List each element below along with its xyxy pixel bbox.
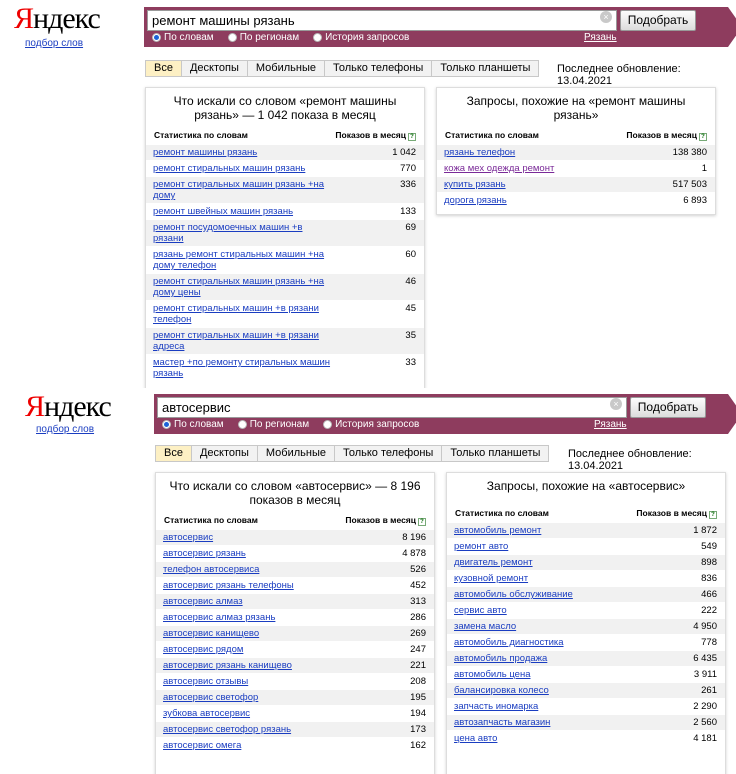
clear-icon[interactable]: × xyxy=(610,398,622,410)
impressions-count: 162 xyxy=(410,740,426,751)
impressions-count: 4 950 xyxy=(693,621,717,632)
impressions-count: 6 893 xyxy=(683,195,707,206)
keyword-link[interactable]: ремонт посудомоечных машин +в рязани xyxy=(153,222,303,244)
impressions-count: 33 xyxy=(405,357,416,368)
yandex-logo[interactable]: Яндекс xyxy=(25,390,111,423)
impressions-count: 2 290 xyxy=(693,701,717,712)
keyword-link[interactable]: купить рязань xyxy=(444,179,506,190)
table-row xyxy=(146,160,424,176)
table-row xyxy=(437,160,715,176)
tab-2[interactable]: Мобильные xyxy=(258,446,335,461)
tab-3[interactable]: Только телефоны xyxy=(335,446,442,461)
keyword-link[interactable]: автосервис алмаз xyxy=(163,596,243,607)
keyword-link[interactable]: дорога рязань xyxy=(444,195,507,206)
radio-option[interactable] xyxy=(313,32,409,43)
radio-option[interactable] xyxy=(323,419,419,430)
keyword-link[interactable]: кузовной ремонт xyxy=(454,573,529,584)
radio-label: История запросов xyxy=(335,419,420,430)
radio-unchecked-icon[interactable] xyxy=(313,33,322,42)
radio-option[interactable] xyxy=(238,419,309,430)
panel-title: Что искали со словом «автосервис» — 8 196 показов в месяц xyxy=(169,479,421,507)
region-link[interactable]: Рязань xyxy=(594,419,627,430)
impressions-count: 778 xyxy=(701,637,717,648)
impressions-count: 8 196 xyxy=(402,532,426,543)
impressions-count: 173 xyxy=(410,724,426,735)
impressions-count: 336 xyxy=(400,179,416,190)
impressions-count: 466 xyxy=(701,589,717,600)
keyword-link[interactable]: автосервис отзывы xyxy=(163,676,249,687)
table-row xyxy=(447,650,725,666)
submit-button[interactable]: Подобрать xyxy=(620,10,696,31)
impressions-count: 261 xyxy=(701,685,717,696)
table-row xyxy=(146,176,424,203)
table-row xyxy=(437,192,715,208)
panel-title: Что искали со словом «ремонт машины рязань» — 1 042 показа в месяц xyxy=(173,94,397,122)
panel-similar-queries xyxy=(436,87,716,215)
table-row xyxy=(146,273,424,300)
keyword-link[interactable]: замена масло xyxy=(454,621,517,632)
table-row xyxy=(146,354,424,381)
table-row xyxy=(146,203,424,219)
keyword-link[interactable]: автомобиль диагностика xyxy=(454,637,564,648)
keyword-link[interactable]: ремонт стиральных машин рязань xyxy=(153,163,306,174)
keyword-link[interactable]: двигатель ремонт xyxy=(454,557,533,568)
panel-title: Запросы, похожие на «автосервис» xyxy=(486,479,686,493)
table-row xyxy=(156,545,434,561)
tab-4[interactable]: Только планшеты xyxy=(440,62,531,74)
impressions-count: 836 xyxy=(701,573,717,584)
keyword-link[interactable]: ремонт машины рязань xyxy=(153,147,258,158)
impressions-count: 221 xyxy=(410,660,426,671)
keyword-link[interactable]: ремонт стиральных машин +в рязани телефон xyxy=(153,303,319,325)
keyword-link[interactable]: автомобиль цена xyxy=(454,669,531,680)
keyword-link[interactable]: автозапчасть магазин xyxy=(454,717,551,728)
impressions-count: 517 503 xyxy=(672,179,707,190)
column-headers xyxy=(447,504,725,522)
col-words: Статистика по словам xyxy=(154,130,248,140)
table-row xyxy=(447,682,725,698)
impressions-count: 6 435 xyxy=(693,653,717,664)
keyword-link[interactable]: рязань ремонт стиральных машин +на дому телефон xyxy=(153,249,325,271)
keyword-table xyxy=(156,529,434,753)
radio-unchecked-icon[interactable] xyxy=(228,33,237,42)
col-count: Показов в месяц xyxy=(335,130,406,140)
table-row xyxy=(146,144,424,160)
keyword-link[interactable]: сервис авто xyxy=(454,605,507,616)
impressions-count: 452 xyxy=(410,580,426,591)
keyword-link[interactable]: ремонт стиральных машин рязань +на дому xyxy=(153,179,325,201)
keyword-table xyxy=(146,144,424,381)
impressions-count: 247 xyxy=(410,644,426,655)
keyword-link[interactable]: автосервис рязань телефоны xyxy=(163,580,294,591)
table-row xyxy=(156,625,434,641)
keyword-link[interactable]: автосервис алмаз рязань xyxy=(163,612,276,623)
table-row xyxy=(447,522,725,538)
impressions-count: 4 878 xyxy=(402,548,426,559)
region-link[interactable]: Рязань xyxy=(584,32,617,43)
table-row xyxy=(146,219,424,246)
help-icon[interactable]: ? xyxy=(709,511,717,519)
screenshot-avtoservis xyxy=(0,388,736,774)
keyword-link[interactable]: рязань телефон xyxy=(444,147,516,158)
table-row xyxy=(146,327,424,354)
table-row xyxy=(447,666,725,682)
impressions-count: 35 xyxy=(405,330,416,341)
table-row xyxy=(156,657,434,673)
keyword-link[interactable]: ремонт стиральных машин +в рязани адреса xyxy=(153,330,319,352)
table-row xyxy=(156,609,434,625)
wordstat-link[interactable]: подбор слов xyxy=(25,38,84,49)
col-count: Показов в месяц xyxy=(626,130,697,140)
impressions-count: 3 911 xyxy=(693,669,717,680)
table-row xyxy=(156,641,434,657)
help-icon[interactable]: ? xyxy=(418,518,426,526)
keyword-link[interactable]: автосервис светофор рязань xyxy=(163,724,292,735)
clear-icon[interactable]: × xyxy=(600,11,612,23)
table-row xyxy=(447,554,725,570)
keyword-link[interactable]: автосервис светофор xyxy=(163,692,259,703)
keyword-table xyxy=(437,144,715,208)
impressions-count: 526 xyxy=(410,564,426,575)
table-row xyxy=(447,618,725,634)
table-row xyxy=(156,721,434,737)
panel-title: Запросы, похожие на «ремонт машины рязань» xyxy=(466,94,686,122)
tab-3[interactable]: Только телефоны xyxy=(325,61,432,76)
impressions-count: 269 xyxy=(410,628,426,639)
search-mode-radios xyxy=(162,419,419,430)
impressions-count: 46 xyxy=(405,276,416,287)
col-count: Показов в месяц xyxy=(636,508,707,518)
impressions-count: 1 xyxy=(701,163,707,174)
table-row xyxy=(156,705,434,721)
impressions-count: 45 xyxy=(405,303,416,314)
keyword-link[interactable]: ремонт стиральных машин рязань +на дому цены xyxy=(153,276,325,298)
keyword-link[interactable]: цена авто xyxy=(454,733,498,744)
keyword-link[interactable]: автомобиль продажа xyxy=(454,653,548,664)
impressions-count: 1 042 xyxy=(392,147,416,158)
table-row xyxy=(156,689,434,705)
table-row xyxy=(156,737,434,753)
radio-label: По словам xyxy=(164,32,214,43)
keyword-link[interactable]: телефон автосервиса xyxy=(163,564,260,575)
impressions-count: 770 xyxy=(400,163,416,174)
search-band xyxy=(144,7,728,47)
tab-1[interactable]: Десктопы xyxy=(192,446,258,461)
submit-button[interactable]: Подобрать xyxy=(630,397,706,418)
table-row xyxy=(156,561,434,577)
last-updated: Последнее обновление: 13.04.2021 xyxy=(568,448,692,472)
radio-unchecked-icon[interactable] xyxy=(323,420,332,429)
table-row xyxy=(447,698,725,714)
column-headers xyxy=(146,126,424,144)
keyword-link[interactable]: автосервис канищево xyxy=(163,628,260,639)
keyword-link[interactable]: мастер +по ремонту стиральных машин рязань xyxy=(153,357,331,379)
last-updated: Последнее обновление: 13.04.2021 xyxy=(557,63,681,87)
table-row xyxy=(146,246,424,273)
table-row xyxy=(447,570,725,586)
keyword-link[interactable]: балансировка колесо xyxy=(454,685,549,696)
keyword-link[interactable]: автосервис xyxy=(163,532,214,543)
panel-similar-queries xyxy=(446,472,726,774)
impressions-count: 222 xyxy=(701,605,717,616)
table-row xyxy=(156,593,434,609)
keyword-link[interactable]: запчасть иномарка xyxy=(454,701,539,712)
table-row xyxy=(156,577,434,593)
panel-searched-with-word xyxy=(155,472,435,774)
yandex-logo[interactable]: Яндекс xyxy=(14,2,100,35)
radio-label: По словам xyxy=(174,419,224,430)
device-tabs xyxy=(145,60,539,77)
keyword-link[interactable]: автомобиль обслуживание xyxy=(454,589,573,600)
keyword-link[interactable]: автомобиль ремонт xyxy=(454,525,542,536)
table-row xyxy=(447,602,725,618)
table-row xyxy=(447,586,725,602)
radio-option[interactable] xyxy=(152,32,214,43)
table-row xyxy=(156,673,434,689)
column-headers xyxy=(437,126,715,144)
col-count: Показов в месяц xyxy=(345,515,416,525)
search-mode-radios xyxy=(152,32,409,43)
tab-0[interactable]: Все xyxy=(146,61,182,76)
table-row xyxy=(447,538,725,554)
keyword-link[interactable]: ремонт авто xyxy=(454,541,509,552)
help-icon[interactable]: ? xyxy=(408,133,416,141)
impressions-count: 69 xyxy=(405,222,416,233)
impressions-count: 133 xyxy=(400,206,416,217)
impressions-count: 208 xyxy=(410,676,426,687)
keyword-link[interactable]: автосервис омега xyxy=(163,740,242,751)
impressions-count: 1 872 xyxy=(693,525,717,536)
impressions-count: 898 xyxy=(701,557,717,568)
radio-unchecked-icon[interactable] xyxy=(238,420,247,429)
keyword-link[interactable]: автосервис рязань xyxy=(163,548,246,559)
radio-option[interactable] xyxy=(228,32,299,43)
radio-label: История запросов xyxy=(325,32,410,43)
impressions-count: 2 560 xyxy=(693,717,717,728)
keyword-link[interactable]: кожа мех одежда ремонт xyxy=(444,163,555,174)
tab-0[interactable]: Все xyxy=(156,446,192,461)
table-row xyxy=(437,144,715,160)
table-row xyxy=(146,300,424,327)
tab-1[interactable]: Десктопы xyxy=(182,61,248,76)
table-row xyxy=(447,714,725,730)
search-input[interactable]: автосервис xyxy=(157,397,627,418)
impressions-count: 549 xyxy=(701,541,717,552)
impressions-count: 286 xyxy=(410,612,426,623)
keyword-table xyxy=(447,522,725,746)
radio-checked-icon[interactable] xyxy=(162,420,171,429)
table-row xyxy=(447,634,725,650)
panel-searched-with-word xyxy=(145,87,425,388)
col-words: Статистика по словам xyxy=(445,130,539,140)
keyword-link[interactable]: зубкова автосервис xyxy=(163,708,251,719)
tab-2[interactable]: Мобильные xyxy=(248,61,325,76)
wordstat-link[interactable]: подбор слов xyxy=(36,424,95,435)
radio-label: По регионам xyxy=(239,32,300,43)
radio-option[interactable] xyxy=(162,419,224,430)
search-input[interactable]: ремонт машины рязань xyxy=(147,10,617,31)
table-row xyxy=(447,730,725,746)
keyword-link[interactable]: автосервис рядом xyxy=(163,644,244,655)
col-words: Статистика по словам xyxy=(455,508,549,518)
col-words: Статистика по словам xyxy=(164,515,258,525)
radio-checked-icon[interactable] xyxy=(152,33,161,42)
table-row xyxy=(156,529,434,545)
search-band xyxy=(154,394,728,434)
radio-label: По регионам xyxy=(249,419,310,430)
keyword-link[interactable]: ремонт швейных машин рязань xyxy=(153,206,294,217)
device-tabs xyxy=(155,445,549,462)
impressions-count: 60 xyxy=(405,249,416,260)
keyword-link[interactable]: автосервис рязань канищево xyxy=(163,660,292,671)
column-headers xyxy=(156,511,434,529)
impressions-count: 138 380 xyxy=(672,147,707,158)
tab-4[interactable]: Только планшеты xyxy=(450,447,541,459)
impressions-count: 194 xyxy=(410,708,426,719)
impressions-count: 4 181 xyxy=(693,733,717,744)
table-row xyxy=(437,176,715,192)
help-icon[interactable]: ? xyxy=(699,133,707,141)
impressions-count: 313 xyxy=(410,596,426,607)
impressions-count: 195 xyxy=(410,692,426,703)
